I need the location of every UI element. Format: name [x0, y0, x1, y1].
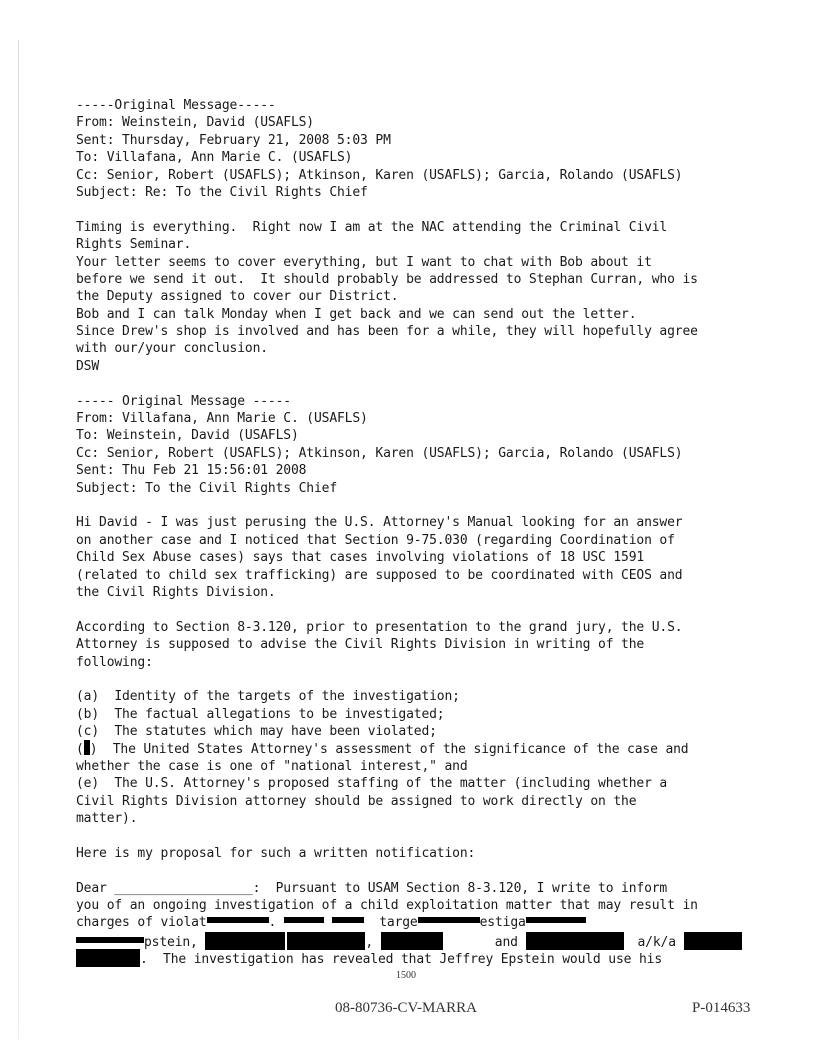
redaction-block: [381, 932, 443, 950]
email1-body-line: Your letter seems to cover everything, but I want to chat with Bob about it: [76, 254, 652, 270]
email-document: [76, 97, 796, 967]
list-item-d-open: (: [76, 742, 84, 758]
redaction-block: [526, 932, 624, 950]
letter-line: you of an ongoing investigation of a child exploitation matter that may result in: [76, 897, 698, 913]
redaction-block: [684, 932, 742, 950]
redaction-block: [205, 932, 285, 950]
redaction-block: [287, 932, 365, 950]
email1-cc: Cc: Senior, Robert (USAFLS); Atkinson, Karen (USAFLS); Garcia, Rolando (USAFLS): [76, 167, 683, 183]
list-item-b: (b) The factual allegations to be investigated;: [76, 706, 445, 722]
letter-text: ,: [365, 934, 381, 950]
email2-para2-line: following:: [76, 654, 153, 670]
scan-edge: [18, 40, 19, 1040]
list-item-c: (c) The statutes which may have been violated;: [76, 724, 437, 740]
letter-text: and: [494, 934, 526, 950]
email1-body-line: Rights Seminar.: [76, 237, 192, 253]
list-item-a: (a) Identity of the targets of the investigation;: [76, 689, 460, 705]
email1-body-line: Timing is everything. Right now I am at the NAC attending the Criminal Civil: [76, 219, 668, 235]
email1-signature: DSW: [76, 358, 100, 374]
letter-line-redacted: [76, 949, 796, 966]
list-item-d-text: ) The United States Attorney's assessment of the significance of the case and: [89, 742, 689, 758]
letter-line-redacted: [76, 914, 796, 931]
letter-text: . The investigation has revealed that Jeffrey Epstein would use his: [140, 952, 663, 968]
letter-text: .: [268, 915, 284, 931]
letter-text: estiga: [479, 915, 526, 931]
redaction-strike: [418, 917, 480, 923]
email2-to: To: Weinstein, David (USAFLS): [76, 428, 299, 444]
email2-para1-line: the Civil Rights Division.: [76, 584, 276, 600]
email2-sent: Sent: Thu Feb 21 15:56:01 2008: [76, 463, 307, 479]
email2-para1-line: (related to child sex trafficking) are supposed to be coordinated with CEOS and: [76, 567, 683, 583]
email1-body-line: Since Drew's shop is involved and has been for a while, they will hopefully agree: [76, 324, 698, 340]
email1-subject: Subject: Re: To the Civil Rights Chief: [76, 184, 368, 200]
letter-text: targe: [363, 915, 418, 931]
letter-line: Dear __________________: Pursuant to USAM Section 8-3.120, I write to inform: [76, 880, 668, 896]
letter-text: pstein,: [144, 934, 206, 950]
email2-para1-line: Hi David - I was just perusing the U.S. Attorney's Manual looking for an answer: [76, 515, 683, 531]
email2-subject: Subject: To the Civil Rights Chief: [76, 480, 338, 496]
email2-para1-line: Child Sex Abuse cases) says that cases involving violations of 18 USC 1591: [76, 550, 645, 566]
redaction-strike: [526, 917, 586, 923]
redaction-strike: [284, 917, 324, 923]
page-identifier: P-014633: [692, 1000, 751, 1016]
email2-header: ----- Original Message -----: [76, 393, 291, 409]
email1-to: To: Villafana, Ann Marie C. (USAFLS): [76, 150, 353, 166]
redaction-block: [76, 949, 140, 967]
redaction-strike: [332, 917, 364, 923]
list-item-d: [76, 740, 796, 757]
list-item-d-continuation: whether the case is one of "national interest," and: [76, 758, 468, 774]
letter-text: charges of violat: [76, 915, 207, 931]
bates-number-small: 1500: [396, 970, 416, 981]
email2-para2-line: According to Section 8-3.120, prior to presentation to the grand jury, the U.S.: [76, 619, 683, 635]
list-item-e-continuation: matter).: [76, 811, 138, 827]
email1-body-line: before we send it out. It should probably be addressed to Stephan Curran, who is: [76, 271, 698, 287]
email1-body-line: Bob and I can talk Monday when I get back and we can send out the letter.: [76, 306, 637, 322]
list-item-e: (e) The U.S. Attorney's proposed staffing of the matter (including whether a: [76, 776, 668, 792]
redaction-strike: [207, 917, 269, 923]
email1-body-line: with our/your conclusion.: [76, 341, 268, 357]
email1-sent: Sent: Thursday, February 21, 2008 5:03 PM: [76, 132, 391, 148]
case-number: 08-80736-CV-MARRA: [335, 1000, 477, 1016]
letter-line-redacted: [76, 932, 796, 949]
letter-text: a/k/a: [637, 934, 684, 950]
email2-para1-line: on another case and I noticed that Section 9-75.030 (regarding Coordination of: [76, 532, 675, 548]
email1-body-line: the Deputy assigned to cover our District.: [76, 289, 399, 305]
email2-from: From: Villafana, Ann Marie C. (USAFLS): [76, 411, 368, 427]
redaction-strike: [76, 937, 144, 943]
email2-para2-line: Attorney is supposed to advise the Civil Rights Division in writing of the: [76, 637, 645, 653]
email1-header: -----Original Message-----: [76, 98, 276, 113]
email1-from: From: Weinstein, David (USAFLS): [76, 115, 314, 131]
list-item-e-continuation: Civil Rights Division attorney should be assigned to work directly on the: [76, 793, 637, 809]
proposal-intro: Here is my proposal for such a written notification:: [76, 845, 476, 861]
email2-cc: Cc: Senior, Robert (USAFLS); Atkinson, Karen (USAFLS); Garcia, Rolando (USAFLS): [76, 445, 683, 461]
